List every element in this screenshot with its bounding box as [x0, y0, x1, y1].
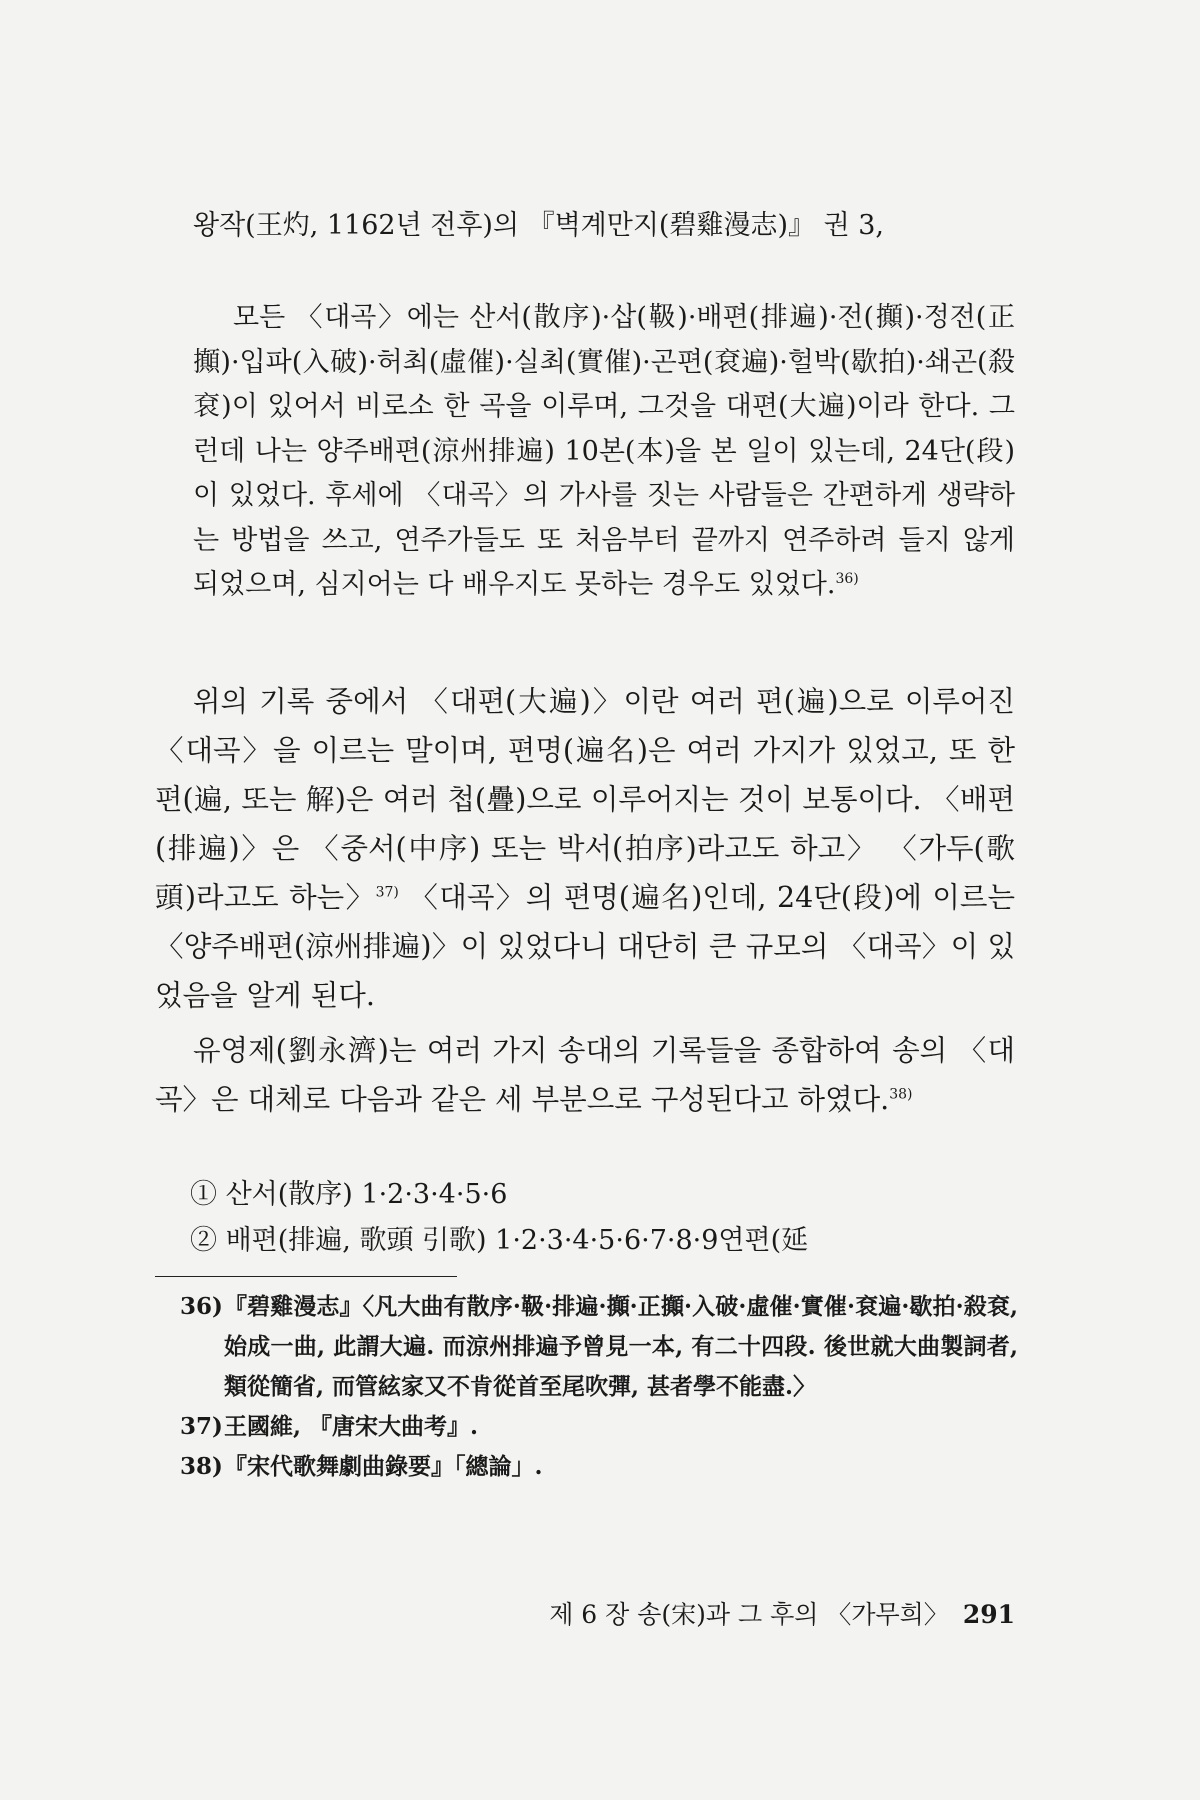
footnote-number: 36)	[180, 1293, 223, 1320]
running-footer	[470, 1597, 1015, 1633]
chapter-title: 제 6 장 송(宋)과 그 후의 〈가무희〉	[549, 1600, 949, 1629]
footnote-number: 38)	[180, 1453, 223, 1480]
body-paragraph-2-text: 유영제(劉永濟)는 여러 가지 송대의 기록들을 종합하여 송의 〈대곡〉은 대체로 다음과 같은 세 부분으로 구성된다고 하였다.	[155, 1034, 1015, 1116]
footnote-36	[180, 1287, 1018, 1407]
footnote-ref-38: 38)	[889, 1086, 913, 1103]
footnote-ref-37: 37)	[375, 884, 399, 901]
footnote-text: 『碧雞漫志』〈凡大曲有散序·靸·排遍·攧·正攧·入破·虛催·實催·袞遍·歇拍·殺袞, 始成一曲, 此謂大遍. 而涼州排遍予曾見一本, 有二十四段. 後世就大曲製詞者, 類從簡省, 而管絃家又不肯從首至尾吹彈, 甚者學不能盡.〉	[224, 1293, 1018, 1400]
list-item: ① 산서(散序) 1·2·3·4·5·6	[190, 1179, 508, 1210]
footnote-37	[180, 1407, 1018, 1447]
footnote-text: 王國維, 『唐宋大曲考』.	[224, 1413, 479, 1440]
body-paragraph-1-text-a: 위의 기록 중에서 〈대편(大遍)〉이란 여러 편(遍)으로 이루어진 〈대곡〉을 이르는 말이며, 편명(遍名)은 여러 가지가 있었고, 또 한 편(遍, 또는 解)은 여러 첩(疊)으로 이루어지는 것이 보통이다. 〈배편(排遍)〉은 〈중서(中序) 또는 박서(拍序)라고도 하고〉 〈가두(歌頭)라고도 하는〉	[155, 685, 1015, 914]
footnote-ref-36: 36)	[835, 571, 859, 587]
footnote-number: 37)	[180, 1413, 223, 1440]
body-text	[155, 677, 1015, 1124]
page-number: 291	[962, 1600, 1015, 1629]
footnote-text: 『宋代歌舞劇曲錄要』「總論」.	[224, 1453, 543, 1480]
section-list	[190, 1172, 1015, 1264]
body-paragraph-2	[155, 1026, 1015, 1124]
body-paragraph-1-text-b: 〈대곡〉의 편명(遍名)인데, 24단(段)에 이르는 〈양주배편(涼州排遍)〉이 있었다니 대단히 큰 규모의 〈대곡〉이 있었음을 알게 된다.	[155, 881, 1015, 1012]
footnote-divider	[155, 1276, 457, 1277]
quote-paragraph	[193, 296, 1015, 608]
body-paragraph-1	[155, 677, 1015, 1020]
quoted-passage	[193, 296, 1015, 608]
list-item: ② 배편(排遍, 歌頭 引歌) 1·2·3·4·5·6·7·8·9연편(延	[190, 1225, 809, 1256]
quote-text: 모든 〈대곡〉에는 산서(散序)·삽(靸)·배편(排遍)·전(攧)·정전(正攧)·입파(入破)·허최(虛催)·실최(實催)·곤편(袞遍)·헐박(歇拍)·쇄곤(殺袞)이 있어서 비로소 한 곡을 이루며, 그것을 대편(大遍)이라 한다. 그런데 나는 양주배편(涼州排遍) 10본(本)을 본 일이 있는데, 24단(段)이 있었다. 후세에 〈대곡〉의 가사를 짓는 사람들은 간편하게 생략하는 방법을 쓰고, 연주가들도 또 처음부터 끝까지 연주하려 들지 않게 되었으며, 심지어는 다 배우지도 못하는 경우도 있었다.	[193, 302, 1015, 600]
source-citation-line: 왕작(王灼, 1162년 전후)의 『벽계만지(碧雞漫志)』 권 3,	[193, 210, 885, 241]
footnote-38	[180, 1447, 1018, 1487]
footnotes	[180, 1287, 1018, 1487]
